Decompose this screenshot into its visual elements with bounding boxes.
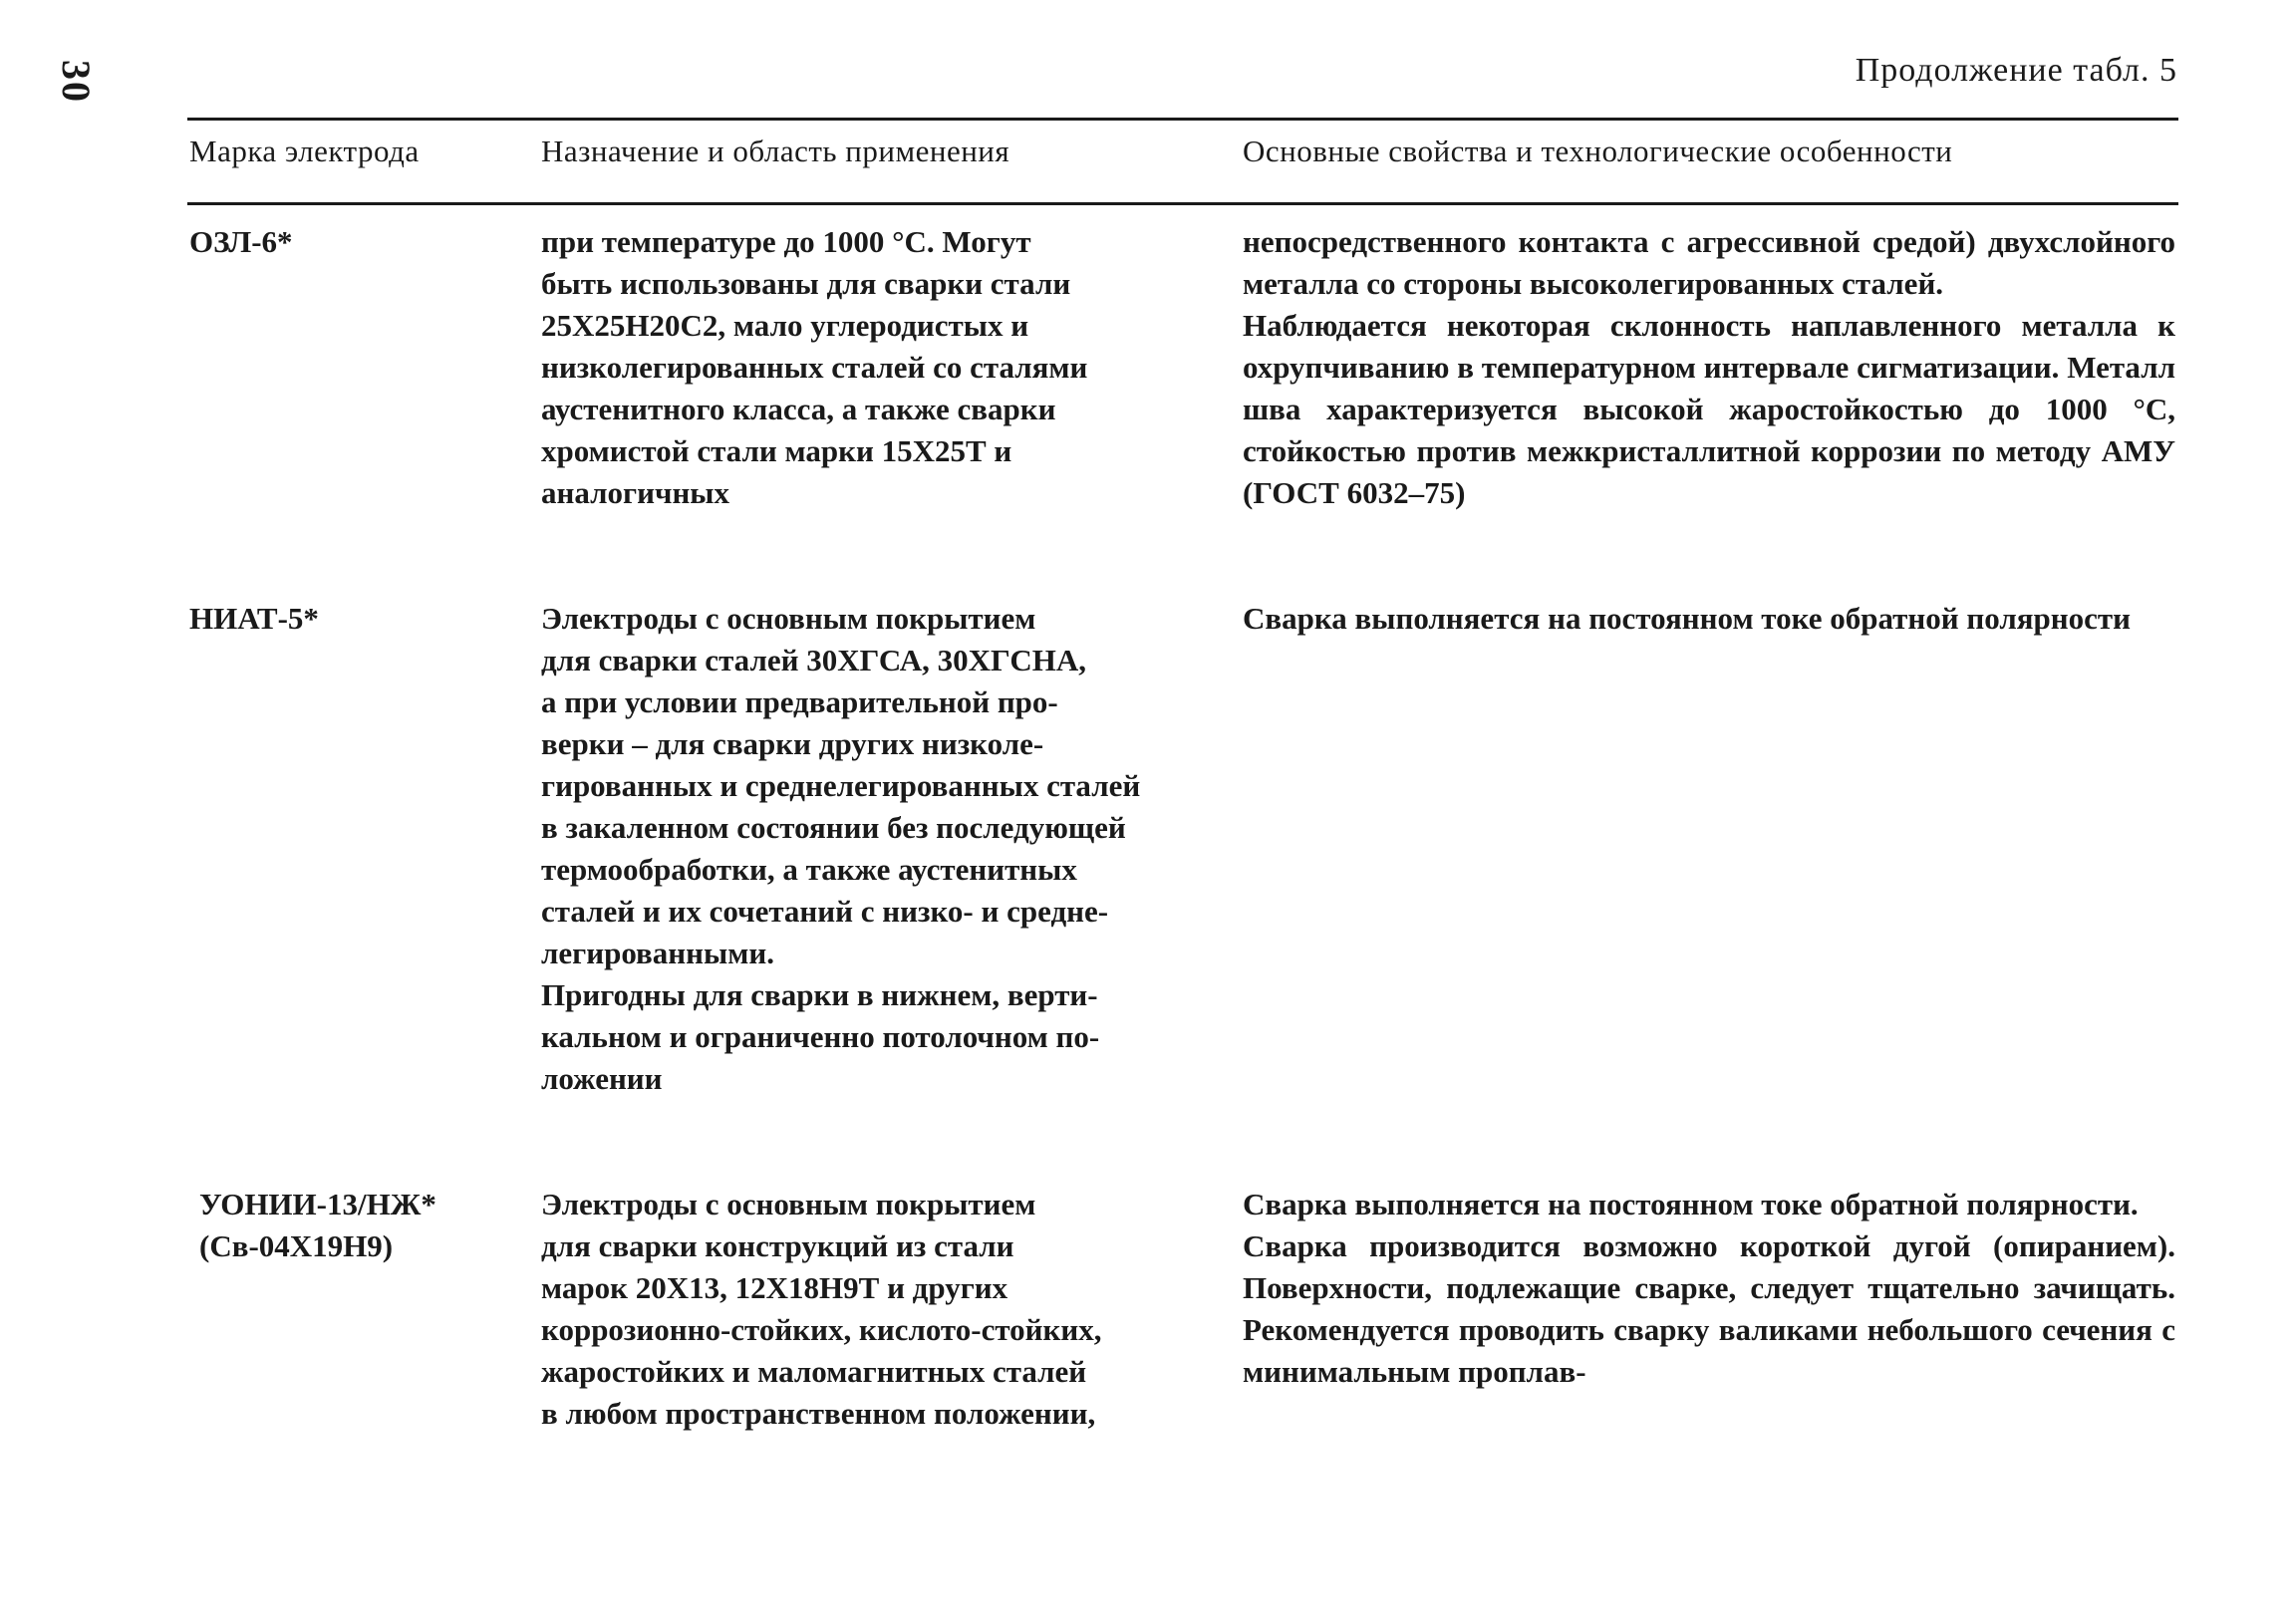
properties-paragraph: Сварка выполняется на постоянном токе обратной полярности [1243,601,2131,636]
purpose-line: жаростойких и маломагнитных сталей [541,1354,1087,1389]
electrode-name: ОЗЛ-6* [189,224,293,259]
properties-paragraph: Наблюдается некоторая склонность наплавленного металла к охрупчиванию в температурном интервале сигматизации. Металл шва характеризуется высокой жаростойкостью до 1000 °С, стойкостью против межкристаллитной коррозии по методу АМУ (ГОСТ 6032–75) [1243,308,2175,510]
header-properties: Основные свойства и технологические особенности [1243,134,1953,168]
purpose-line: хромистой стали марки 15Х25Т и [541,433,1012,468]
row-2-properties [1243,598,2175,640]
properties-paragraph: Сварка производится возможно короткой дугой (опиранием). Поверхности, подлежащие сварке, следует тщательно зачищать. Рекомендуется проводить сварку валиками небольшого сечения с минимальным проплав- [1243,1228,2175,1389]
purpose-line: гированных и среднелегированных сталей [541,768,1141,803]
row-3-electrode [199,1184,518,1267]
row-1-properties [1243,221,2175,514]
purpose-line: ложении [541,1061,663,1096]
purpose-line: Электроды с основным покрытием [541,601,1036,636]
purpose-line: аналогичных [541,475,730,510]
purpose-line: верки – для сварки других низколе- [541,726,1044,761]
electrode-name: УОНИИ-13/НЖ* [199,1187,436,1221]
row-3-properties [1243,1184,2175,1393]
header-electrode: Марка электрода [189,134,420,168]
row-2-purpose [541,598,1229,1100]
row-1-purpose [541,221,1229,514]
row-1-electrode [189,221,508,263]
purpose-line: Электроды с основным покрытием [541,1187,1036,1221]
table-top-rule [187,118,2178,121]
purpose-line: аустенитного класса, а также сварки [541,392,1056,426]
properties-paragraph: непосредственного контакта с агрессивной средой) двухслойного металла со стороны высоколегированных сталей. [1243,224,2175,301]
electrode-name: НИАТ-5* [189,601,319,636]
purpose-line: в закаленном состоянии без последующей [541,810,1126,845]
purpose-line: быть использованы для сварки стали [541,266,1071,301]
purpose-line: низколегированных сталей со сталями [541,350,1088,385]
purpose-line: Пригодны для сварки в нижнем, верти- [541,977,1098,1012]
purpose-line: в любом пространственном положении, [541,1396,1096,1431]
purpose-line: для сварки сталей 30ХГСА, 30ХГСНА, [541,643,1086,677]
purpose-line: термообработки, а также аустенитных [541,852,1077,887]
purpose-line: коррозионно-стойких, кислото-стойких, [541,1312,1102,1347]
electrode-wire: (Св-04Х19Н9) [199,1228,394,1263]
table-header-rule [187,202,2178,205]
purpose-line: для сварки конструкций из стали [541,1228,1014,1263]
purpose-line: кальном и ограниченно потолочном по- [541,1019,1100,1054]
row-3-purpose [541,1184,1229,1435]
purpose-line: а при условии предварительной про- [541,684,1058,719]
purpose-line: марок 20Х13, 12Х18Н9Т и других [541,1270,1008,1305]
properties-paragraph: Сварка выполняется на постоянном токе обратной полярности. [1243,1187,2139,1221]
purpose-line: сталей и их сочетаний с низко- и средне- [541,894,1109,929]
table-caption: Продолжение табл. 5 [1855,52,2177,89]
header-purpose: Назначение и область применения [541,134,1010,168]
purpose-line: легированными. [541,936,774,970]
page-number: 30 [54,60,99,104]
purpose-line: при температуре до 1000 °С. Могут [541,224,1031,259]
row-2-electrode [189,598,508,640]
purpose-line: 25Х25Н20С2, мало углеродистых и [541,308,1029,343]
